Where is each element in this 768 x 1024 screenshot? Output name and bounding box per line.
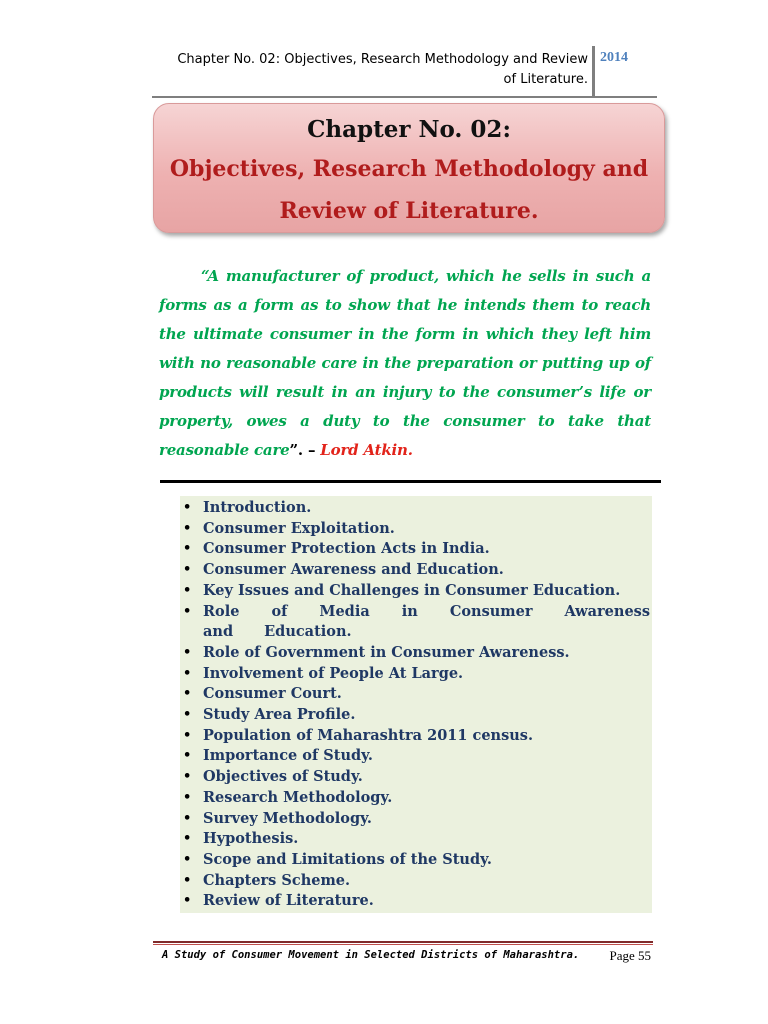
chapter-contents-box bbox=[180, 496, 652, 913]
contents-item bbox=[180, 850, 650, 871]
chapter-number: Chapter No. 02: bbox=[307, 116, 511, 143]
bullet-icon: • bbox=[183, 603, 192, 619]
contents-item-label: Consumer Protection Acts in India. bbox=[203, 540, 490, 558]
bullet-icon: • bbox=[183, 520, 192, 536]
bullet-icon: • bbox=[183, 893, 192, 909]
contents-item-label: Importance of Study. bbox=[203, 747, 373, 765]
contents-item-label: Introduction. bbox=[203, 499, 312, 516]
bullet-icon: • bbox=[183, 831, 192, 847]
running-header-line1: Chapter No. 02: Objectives, Research Methodology and Review bbox=[177, 52, 588, 67]
contents-item bbox=[180, 602, 650, 643]
footer-divider bbox=[153, 941, 653, 943]
contents-item bbox=[180, 705, 650, 726]
contents-item bbox=[180, 498, 650, 519]
contents-item bbox=[180, 539, 650, 560]
contents-item-label: Study Area Profile. bbox=[203, 706, 356, 724]
bullet-icon: • bbox=[183, 665, 192, 681]
bullet-icon: • bbox=[183, 810, 192, 826]
footer-title: A Study of Consumer Movement in Selected Districts of Maharashtra. bbox=[162, 949, 580, 961]
contents-item-label: Research Methodology. bbox=[203, 788, 393, 806]
bullet-icon: • bbox=[183, 851, 192, 867]
bullet-icon: • bbox=[183, 872, 192, 888]
chapter-title-line1: Objectives, Research Methodology and bbox=[169, 156, 649, 182]
contents-item bbox=[180, 684, 650, 705]
contents-item bbox=[180, 871, 650, 892]
contents-item-label: Role of Government in Consumer Awareness. bbox=[203, 643, 570, 661]
running-header-line2: of Literature. bbox=[503, 72, 588, 87]
contents-item bbox=[180, 809, 650, 830]
contents-item-label: Review of Literature. bbox=[203, 892, 374, 910]
contents-item-label: Hypothesis. bbox=[203, 830, 299, 848]
contents-item bbox=[180, 519, 650, 540]
bullet-icon: • bbox=[183, 644, 192, 660]
contents-item-label: Role of Media in Consumer Awareness and Education. bbox=[203, 602, 650, 641]
contents-item-label: Scope and Limitations of the Study. bbox=[203, 850, 492, 868]
bullet-icon: • bbox=[183, 582, 192, 598]
section-divider bbox=[160, 480, 661, 483]
contents-item bbox=[180, 891, 650, 912]
bullet-icon: • bbox=[183, 727, 192, 743]
quote-text: “A manufacturer of product, which he sells in such a forms as a form as to show that he intends them to reach the ultimate consumer in the form in which they left him with no reasonable care in the preparation or putting up of products will result in an injury to the consumer’s life or property, owes a duty to the consumer to take that reasonable care bbox=[159, 267, 651, 459]
contents-item-label: Consumer Court. bbox=[203, 685, 342, 703]
contents-item bbox=[180, 788, 650, 809]
chapter-title-line2: Review of Literature. bbox=[279, 198, 539, 224]
contents-item-label: Consumer Exploitation. bbox=[203, 519, 395, 537]
contents-item-label: Key Issues and Challenges in Consumer Education. bbox=[203, 581, 621, 599]
chapter-contents-list bbox=[180, 496, 652, 912]
running-header bbox=[148, 50, 588, 90]
bullet-icon: • bbox=[183, 500, 192, 515]
contents-item-label: Consumer Awareness and Education. bbox=[203, 561, 504, 579]
contents-item-label: Population of Maharashtra 2011 census. bbox=[203, 726, 534, 744]
contents-item-label: Objectives of Study. bbox=[203, 768, 363, 786]
quote-closing: ”. – bbox=[289, 441, 321, 459]
contents-item bbox=[180, 664, 650, 685]
footer-divider-thin bbox=[153, 944, 653, 945]
contents-item-label: Involvement of People At Large. bbox=[203, 664, 464, 682]
bullet-icon: • bbox=[183, 769, 192, 785]
header-year: 2014 bbox=[600, 50, 628, 65]
contents-item bbox=[180, 726, 650, 747]
contents-item-label: Survey Methodology. bbox=[203, 809, 372, 827]
contents-item bbox=[180, 767, 650, 788]
contents-item bbox=[180, 560, 650, 581]
quote-author: Lord Atkin. bbox=[320, 441, 413, 459]
epigraph-quote bbox=[159, 262, 651, 465]
header-divider bbox=[152, 96, 657, 98]
bullet-icon: • bbox=[183, 748, 192, 764]
contents-item bbox=[180, 581, 650, 602]
bullet-icon: • bbox=[183, 541, 192, 557]
bullet-icon: • bbox=[183, 789, 192, 805]
contents-item bbox=[180, 829, 650, 850]
bullet-icon: • bbox=[183, 707, 192, 723]
bullet-icon: • bbox=[183, 686, 192, 702]
contents-item bbox=[180, 746, 650, 767]
page-number: Page 55 bbox=[609, 948, 651, 963]
chapter-title-box bbox=[153, 103, 665, 233]
contents-item bbox=[180, 643, 650, 664]
bullet-icon: • bbox=[183, 562, 192, 578]
header-divider-vertical bbox=[592, 46, 595, 96]
contents-item-label: Chapters Scheme. bbox=[203, 871, 351, 889]
